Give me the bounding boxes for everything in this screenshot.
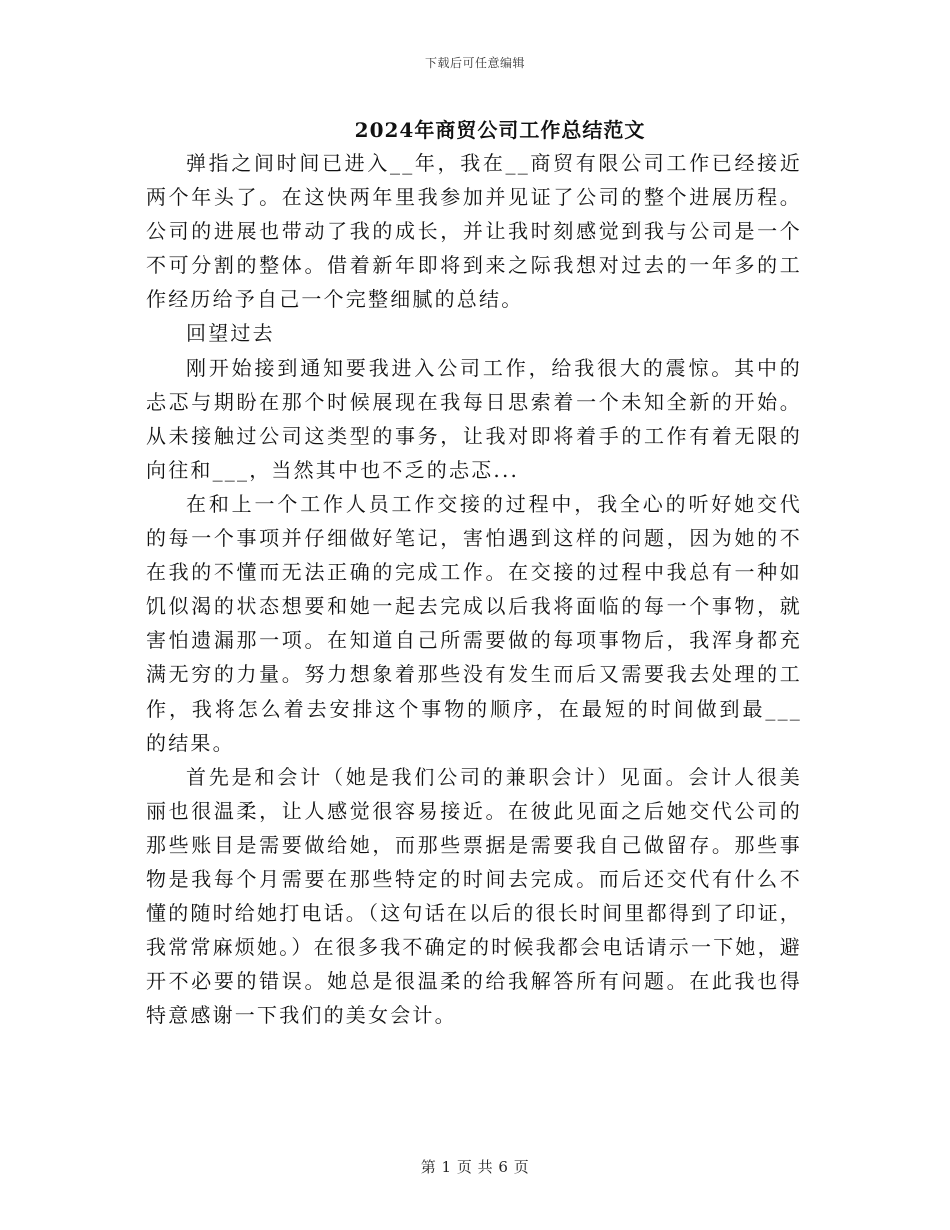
paragraph-joining: 刚开始接到通知要我进入公司工作，给我很大的震惊。其中的忐忑与期盼在那个时候展现在我每日思索着一个未知全新的开始。从未接触过公司这类型的事务，让我对即将着手的工作有着无限的向往和___，当然其中也不乏的忐忑... bbox=[146, 355, 802, 482]
section-heading-review: 回望过去 bbox=[186, 321, 275, 346]
header-note: 下载后可任意编辑 bbox=[424, 56, 525, 70]
paragraph-accountant: 首先是和会计（她是我们公司的兼职会计）见面。会计人很美丽也很温柔，让人感觉很容易接近。在彼此见面之后她交代公司的那些账目是需要做给她，而那些票据是需要我自己做留存。那些事物是我每个月需要在那些特定的时间去完成。而后还交代有什么不懂的随时给她打电话。（这句话在以后的很长时间里都得到了印证，我常常麻烦她。）在很多我不确定的时候我都会电话请示一下她，避开不必要的错误。她总是很温柔的给我解答所有问题。在此我也得特意感谢一下我们的美女会计。 bbox=[146, 764, 802, 1028]
paragraph-handover: 在和上一个工作人员工作交接的过程中，我全心的听好她交代的每一个事项并仔细做好笔记，害怕遇到这样的问题，因为她的不在我的不懂而无法正确的完成工作。在交接的过程中我总有一种如饥似渴的状态想要和她一起去完成以后我将面临的每一个事物，就害怕遗漏那一项。在知道自己所需要做的每项事物后，我浑身都充满无穷的力量。努力想象着那些没有发生而后又需要我去处理的工作，我将怎么着去安排这个事物的顺序，在最短的时间做到最___的结果。 bbox=[146, 491, 802, 755]
document-body bbox=[146, 146, 802, 1032]
paragraph-intro: 弹指之间时间已进入__年，我在__商贸有限公司工作已经接近两个年头了。在这快两年里我参加并见证了公司的整个进展历程。公司的进展也带动了我的成长，并让我时刻感觉到我与公司是一个不可分割的整体。借着新年即将到来之际我想对过去的一年多的工作经历给予自己一个完整细腻的总结。 bbox=[146, 151, 802, 312]
page-indicator: 第 1 页 共 6 页 bbox=[420, 1158, 530, 1176]
document-title: 2024年商贸公司工作总结范文 bbox=[354, 118, 646, 142]
